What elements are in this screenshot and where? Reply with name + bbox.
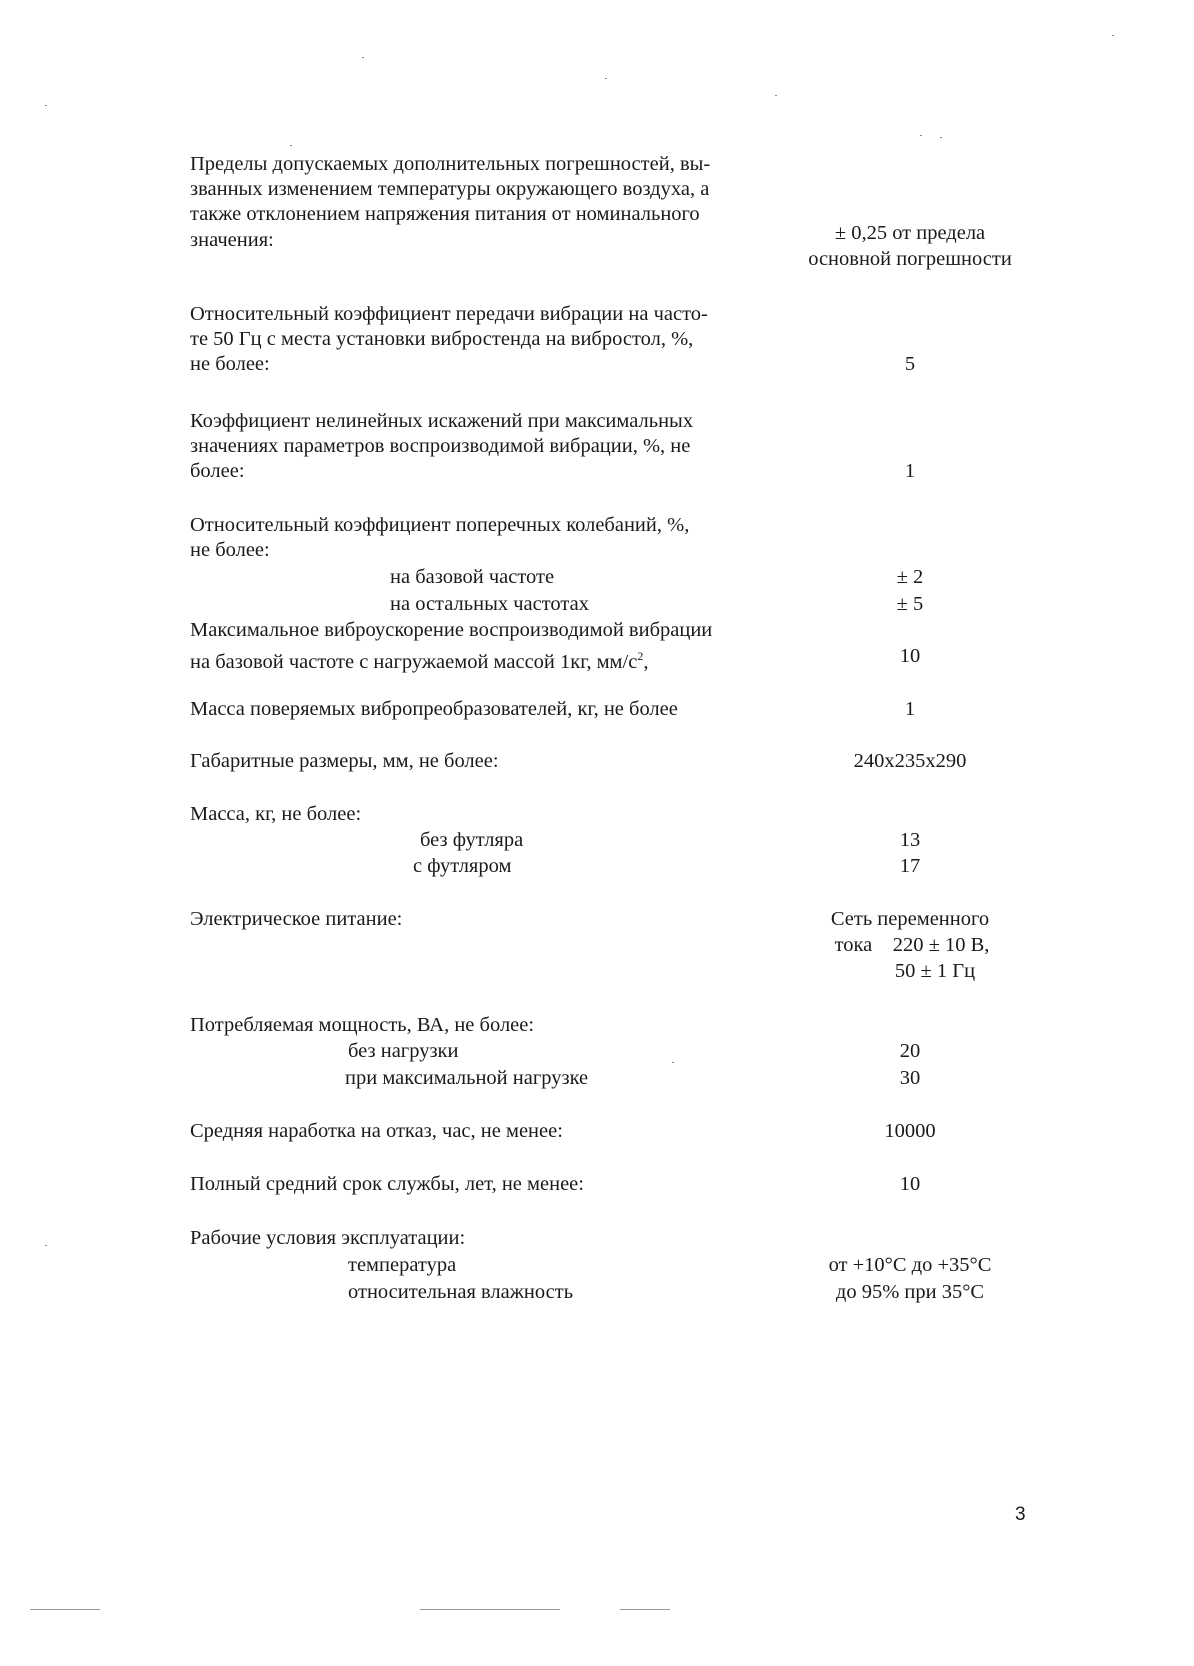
spec-label-line: более: <box>190 460 245 482</box>
spec-label-line: Коэффициент нелинейных искажений при максимальных <box>190 410 694 432</box>
scan-speck <box>605 78 607 79</box>
sub-item-label: на остальных частотах <box>390 593 589 615</box>
sub-item-value: от +10°С до +35°С <box>828 1254 992 1276</box>
spec-value: 10 <box>899 1173 921 1195</box>
sub-item-value: 20 <box>899 1040 921 1062</box>
spec-value: 240x235x290 <box>853 750 967 772</box>
spec-label-line: значения: <box>190 229 274 251</box>
sub-item-label: температура <box>348 1254 457 1276</box>
spec-label-line: Масса, кг, не более: <box>190 803 362 825</box>
spec-label-line: Электрическое питание: <box>190 908 403 930</box>
spec-label-line <box>190 644 648 675</box>
spec-label-line: значениях параметров воспроизводимой вибрации, %, не <box>190 435 691 457</box>
spec-label-text: на базовой частоте с нагружаемой массой 1кг, мм/с <box>190 650 638 673</box>
spec-label-line: Масса поверяемых вибропреобразователей, кг, не более <box>190 698 678 720</box>
spec-label-line: Средняя наработка на отказ, час, не менее: <box>190 1120 563 1142</box>
spec-label-line: те 50 Гц с места установки вибростенда на вибростол, %, <box>190 328 694 350</box>
spec-label-line: Пределы допускаемых дополнительных погрешностей, вы- <box>190 153 711 175</box>
spec-label-line: не более: <box>190 539 270 561</box>
spec-label-text: , <box>643 650 649 673</box>
scan-speck <box>290 145 292 146</box>
sub-item-value: 13 <box>899 829 921 851</box>
sub-item-label: на базовой частоте <box>390 566 555 588</box>
spec-value-line: тока 220 ± 10 В, <box>834 934 990 956</box>
spec-value: 10 <box>899 645 921 667</box>
spec-value-line: ± 0,25 от предела <box>834 222 986 244</box>
scan-speck <box>940 137 942 138</box>
spec-label-line: Максимальное виброускорение воспроизводимой вибрации <box>190 619 713 641</box>
superscript: 2 <box>637 649 644 663</box>
spec-label-line: Относительный коэффициент поперечных колебаний, %, <box>190 514 690 536</box>
spec-value-line: 50 ± 1 Гц <box>894 960 976 982</box>
sub-item-value: ± 5 <box>896 593 924 615</box>
scan-speck <box>1112 35 1114 36</box>
spec-label-line: также отклонением напряжения питания от номинального <box>190 203 700 225</box>
scan-edge-line <box>30 1609 100 1610</box>
sub-item-value: 30 <box>899 1067 921 1089</box>
spec-label-line: Относительный коэффициент передачи вибрации на часто- <box>190 303 708 325</box>
scan-speck <box>920 135 922 136</box>
spec-value: 1 <box>904 698 916 720</box>
spec-value-line: Сеть переменного <box>830 908 990 930</box>
spec-label-line: Рабочие условия эксплуатации: <box>190 1227 466 1249</box>
spec-value: 10000 <box>884 1120 936 1142</box>
spec-label-line: Габаритные размеры, мм, не более: <box>190 750 499 772</box>
sub-item-label: относительная влажность <box>348 1281 574 1303</box>
sub-item-value: 17 <box>899 855 921 877</box>
scan-edge-line <box>420 1609 560 1610</box>
sub-item-label: без нагрузки <box>348 1040 459 1062</box>
scan-speck <box>45 1245 47 1246</box>
sub-item-label: при максимальной нагрузке <box>345 1067 589 1089</box>
spec-label-line: Потребляемая мощность, ВА, не более: <box>190 1014 535 1036</box>
page-number: 3 <box>1015 1504 1026 1525</box>
sub-item-label: с футляром <box>413 855 512 877</box>
spec-value: 1 <box>904 460 916 482</box>
spec-label-line: не более: <box>190 353 270 375</box>
sub-item-value: ± 2 <box>896 566 924 588</box>
scan-speck <box>775 95 777 96</box>
spec-value: 5 <box>904 353 916 375</box>
spec-label-line: званных изменением температуры окружающего воздуха, а <box>190 178 710 200</box>
spec-label-line: Полный средний срок службы, лет, не менее: <box>190 1173 584 1195</box>
scan-speck <box>672 1062 674 1063</box>
scan-edge-line <box>620 1609 670 1610</box>
scan-speck <box>45 105 47 106</box>
sub-item-label: без футляра <box>420 829 524 851</box>
scan-speck <box>362 57 364 58</box>
spec-value-line: основной погрешности <box>808 248 1012 270</box>
sub-item-value: до 95% при 35°С <box>835 1281 985 1303</box>
